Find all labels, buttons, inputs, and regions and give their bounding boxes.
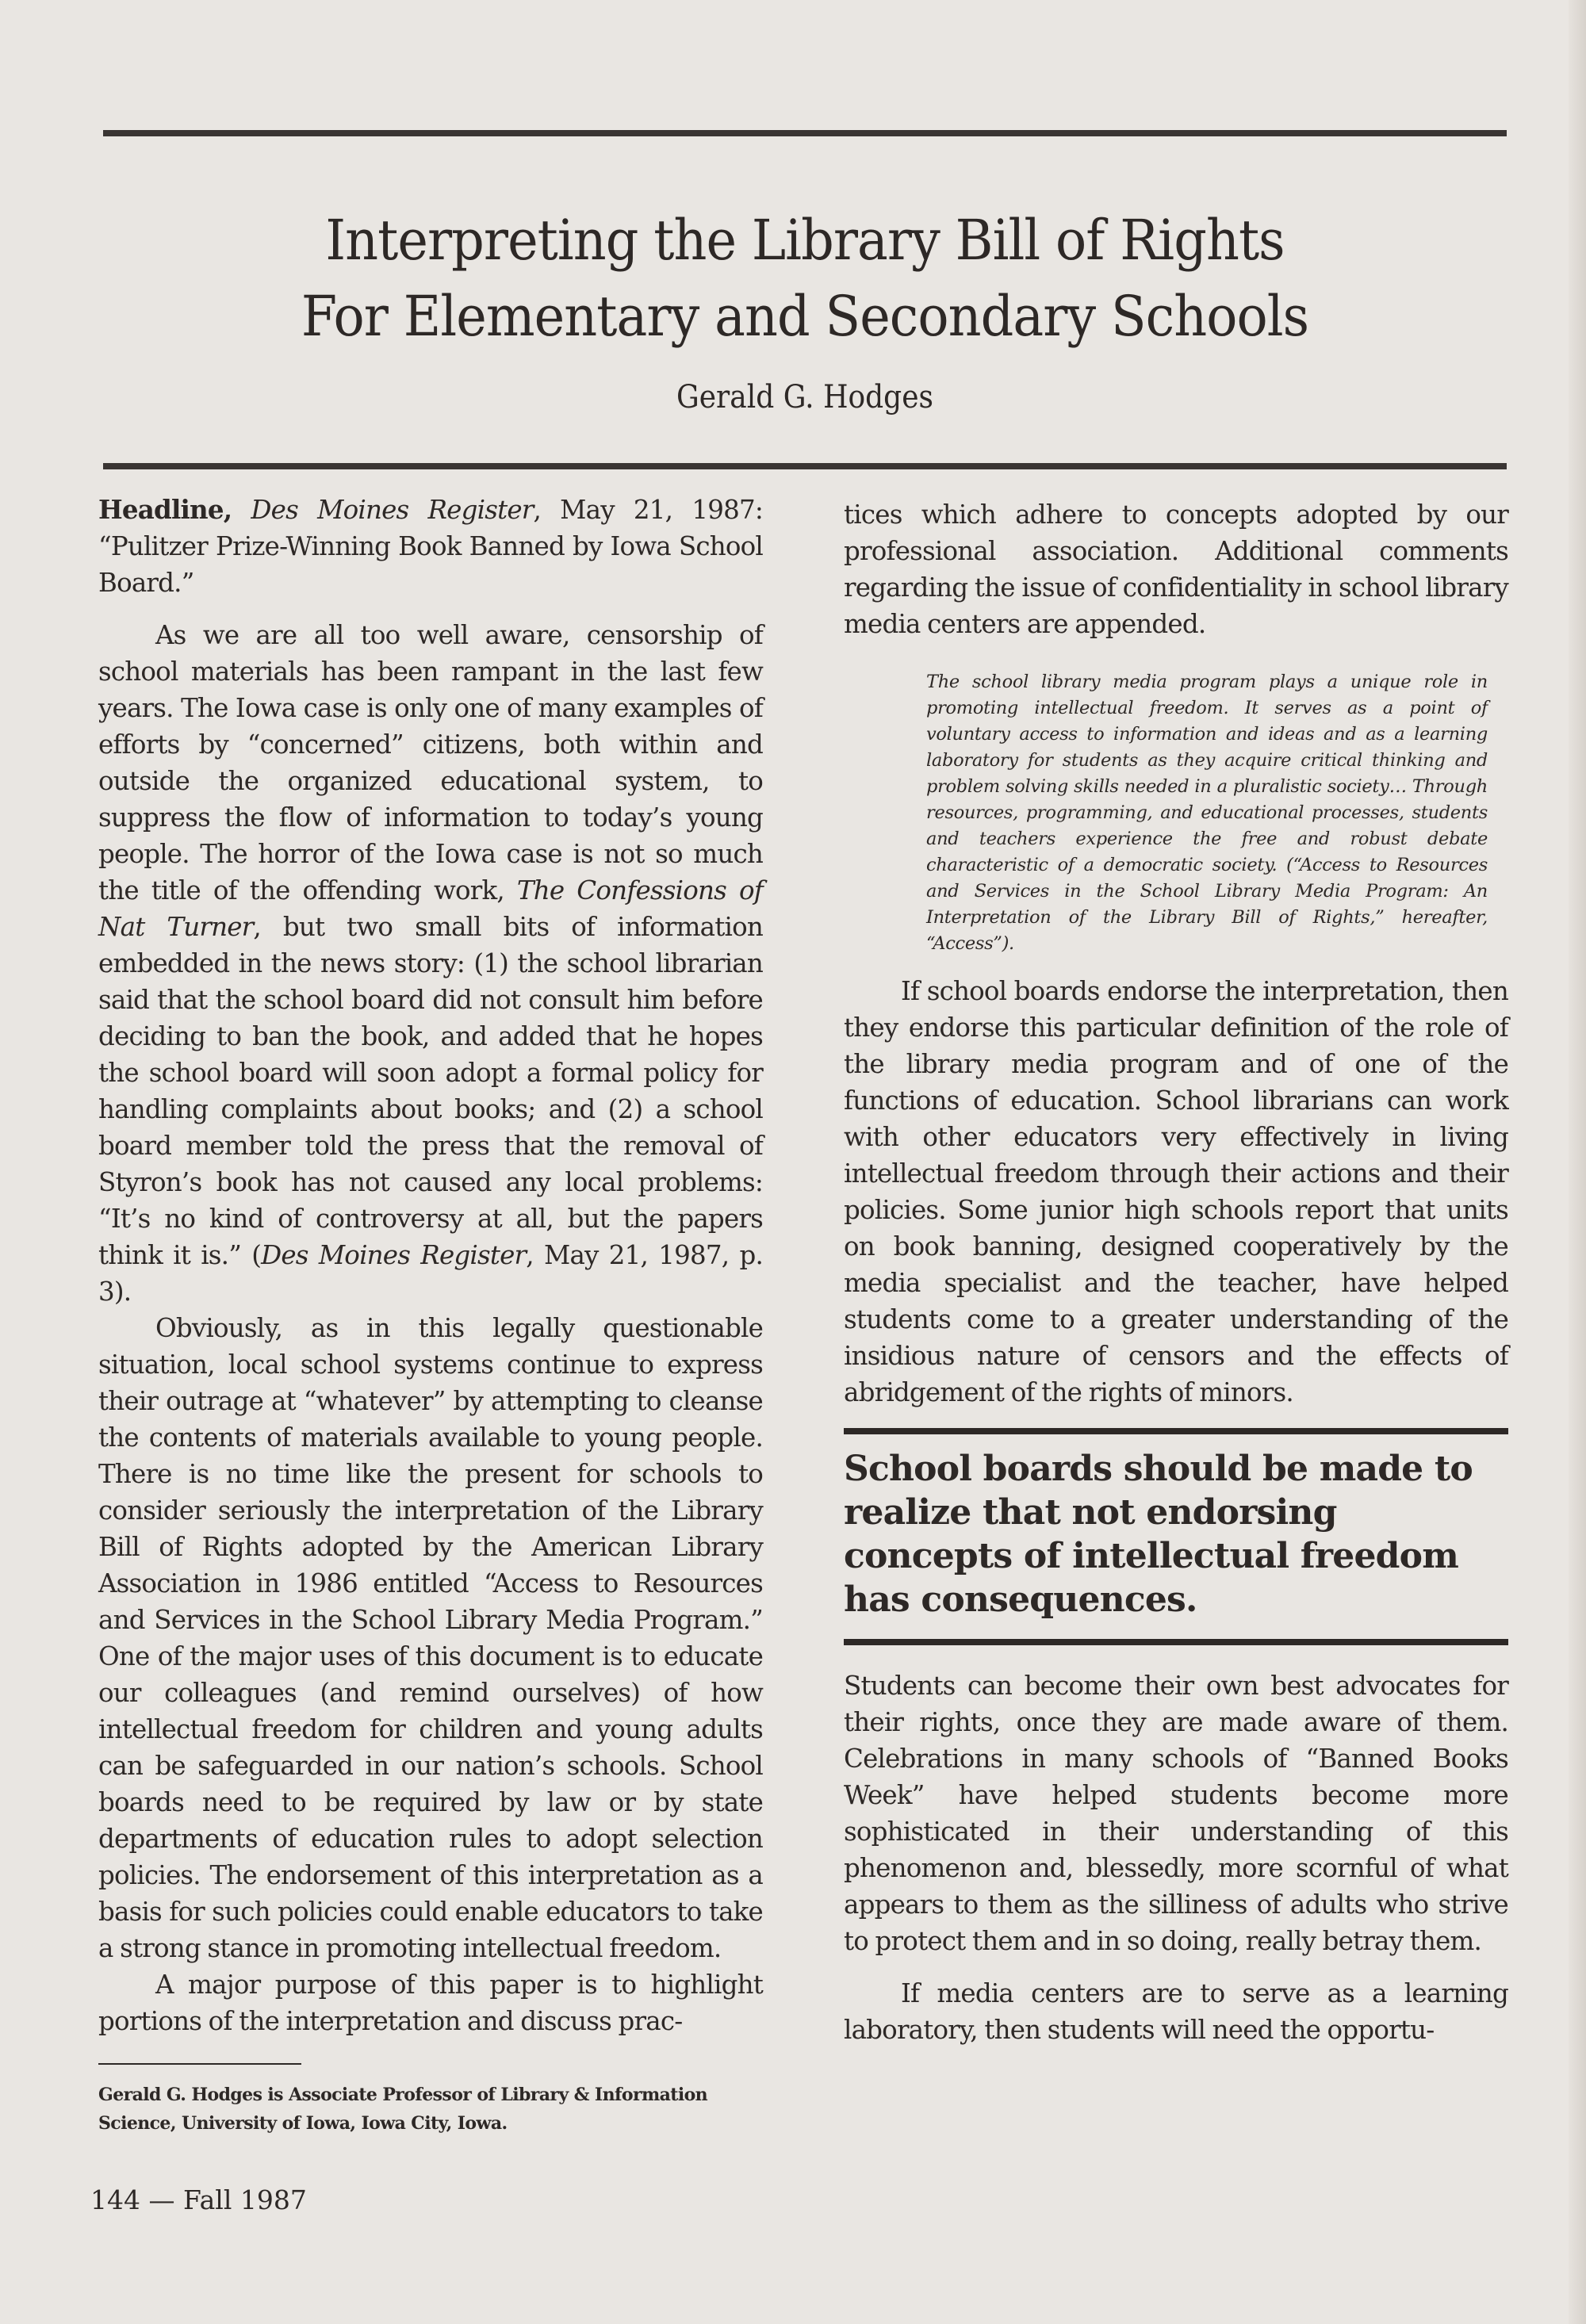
pullquote-top-rule: [844, 1428, 1508, 1434]
paragraph-3: A major purpose of this paper is to highlight portions of the interpretation and discuss prac-: [98, 1970, 763, 2036]
page-edge: [1569, 0, 1586, 2324]
lead-bold-label: Headline,: [98, 494, 232, 525]
lead-quote: , May 21, 1987: “Pulitzer Prize-Winning Book Banned by Iowa School Board.”: [98, 495, 763, 598]
paragraph-endorse: If school boards endorse the interpretation, then they endorse this particular definition of the role of the library media program and of one of the functions of education. School librarians can work with other educators very effectively in living intellectual freedom through their actions and their policies. Some junior high schools report that units on book banning, designed cooperatively by the media specialist and the teacher, have helped students come to a greater understanding of the insidious nature of censors and the effects of abridgement of the rights of minors.: [844, 976, 1508, 1407]
left-column: [98, 492, 763, 2138]
pullquote-bottom-rule: [844, 1639, 1508, 1645]
page-folio: 144 — Fall 1987: [90, 2184, 307, 2215]
paragraph-1: [98, 617, 763, 1310]
title-line-2: For Elementary and Secondary Schools: [301, 284, 1309, 349]
paragraph-2: Obviously, as in this legally questionable situation, local school systems continue to express their outrage at “whatever” by attempting to cleanse the contents of materials available to young people. There is no time like the present for schools to consider seriously the interpretation of the Library Bill of Rights adopted by the American Library Association in 1986 entitled “Access to Resources and Services in the School Library Media Program.” One of the major uses of this document is to educate our colleagues (and remind ourselves) of how intellectual freedom for children and young adults can be safeguarded in our nation’s schools. School boards need to be required by law or by state departments of education rules to adopt selection policies. The endorsement of this interpretation as a basis for such policies could enable educators to take a strong stance in promoting intellectual freedom.: [98, 1313, 763, 1963]
paragraph-1-text-b: , but two small bits of information embedded in the news story: (1) the school librarian said that the school board did not consult him before deciding to ban the book, and added that he hopes the school board will soon adopt a formal policy for handling complaints about books; and (2) a school board member told the press that the removal of Styron’s book has not caused any local problems: “It’s no kind of controversy at all, but the papers think it is.” (: [98, 912, 763, 1270]
book-title: The Confessions of Nat Turner: [98, 875, 763, 942]
title-line-1: Interpreting the Library Bill of Rights: [325, 208, 1285, 273]
pull-quote: School boards should be made to realize that not endorsing concepts of intellectual freedom has consequences.: [844, 1449, 1473, 1620]
paragraph-media-centers: If media centers are to serve as a learning laboratory, then students will need the opportu-: [844, 1978, 1508, 2045]
article-title: [152, 202, 1458, 354]
paragraph-students: Students can become their own best advocates for their rights, once they are made aware of them. Celebrations in many schools of “Banned Books Week” have helped students become more sophisticated in their understanding of this phenomenon and, blessedly, more scornful of what appears to them as the silliness of adults who strive to protect them and in so doing, really betray them.: [844, 1671, 1508, 1956]
title-top-rule: [103, 130, 1507, 136]
paragraph-continued: tices which adhere to concepts adopted by our professional association. Additional comments regarding the issue of confidentiality in school library media centers are appended.: [844, 500, 1508, 639]
citation-source: Des Moines Register: [261, 1240, 527, 1270]
title-bottom-rule: [103, 463, 1507, 469]
headline-lead: [98, 492, 763, 601]
author-byline: Gerald G. Hodges: [676, 379, 934, 415]
paragraph-1-text-a: As we are all too well aware, censorship of school materials has been rampant in the last few years. The Iowa case is only one of many examples of efforts by “concerned” citizens, both within and outside the organized educational system, to suppress the flow of information to today’s young people. The horror of the Iowa case is not so much the title of the offending work,: [98, 620, 763, 905]
footnote-rule: [98, 2063, 301, 2065]
citation-rest: , May 21, 1987, p. 3).: [98, 1240, 763, 1307]
author-footnote: Gerald G. Hodges is Associate Professor of Library & Information Science, University of Iowa, Iowa City, Iowa.: [98, 2085, 708, 2134]
lead-source: Des Moines Register: [251, 495, 534, 525]
block-quote: The school library media program plays a unique role in promoting intellectual freedom. It serves as a point of voluntary access to information and ideas and as a learning laboratory for students as they acquire critical thinking and problem solving skills needed in a pluralistic society… Through resources, programming, and educational processes, students and teachers experience the free and robust debate characteristic of a democratic society. (“Access to Resources and Services in the School Library Media Program: An Interpretation of the Library Bill of Rights,” hereafter, “Access”).: [926, 672, 1488, 954]
right-column: [844, 496, 1508, 2048]
